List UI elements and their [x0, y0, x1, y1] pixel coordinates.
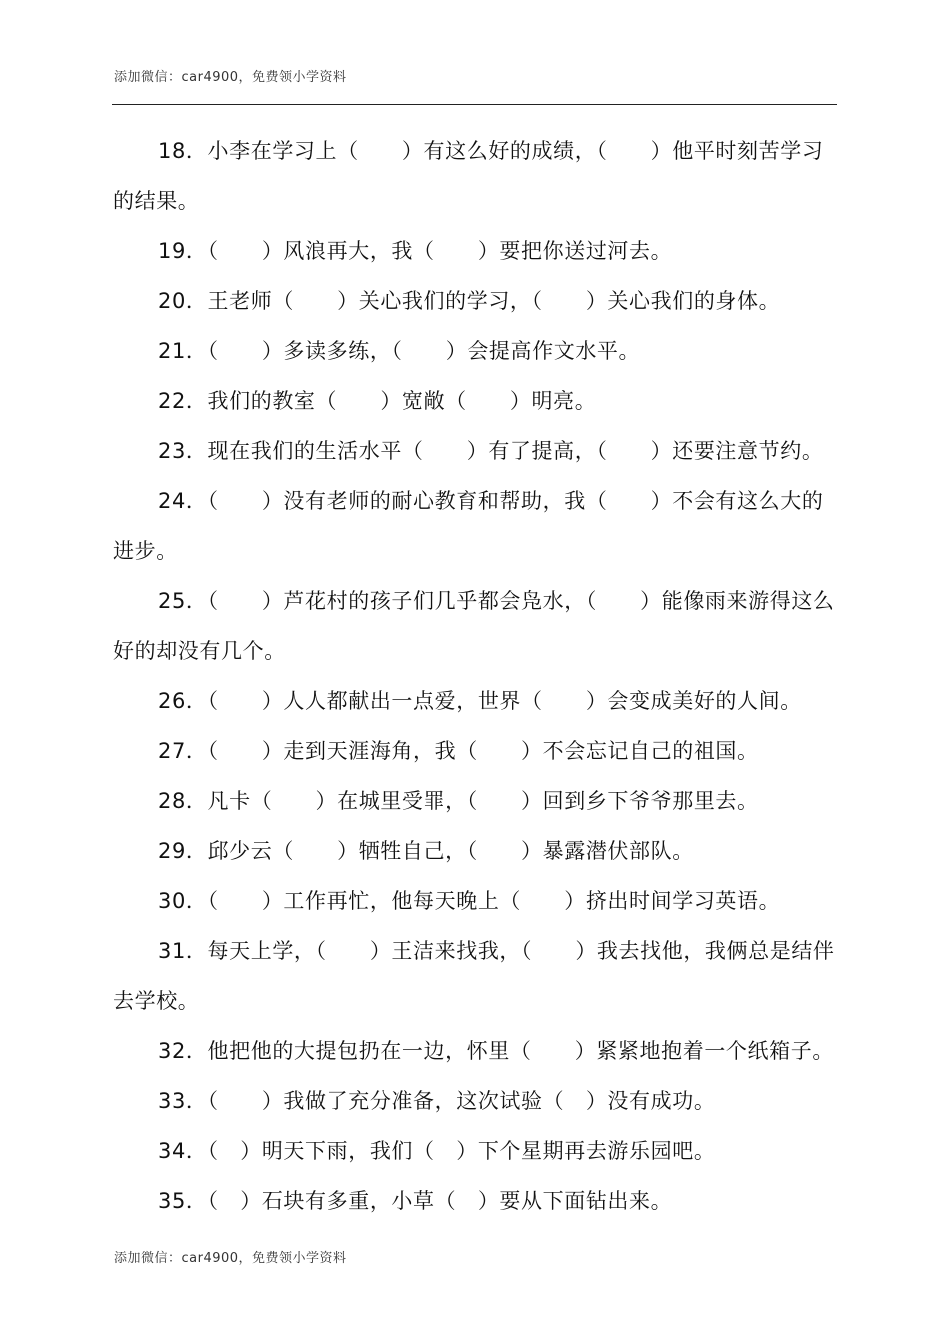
question-29: 29．邱少云（ ）牺牲自己，（ ）暴露潜伏部队。 — [158, 839, 694, 863]
question-26: 26．（ ）人人都献出一点爱，世界（ ）会变成美好的人间。 — [158, 689, 802, 713]
question-20: 20．王老师（ ）关心我们的学习，（ ）关心我们的身体。 — [158, 289, 781, 313]
question-18: 18．小李在学习上（ ）有这么好的成绩，（ ）他平时刻苦学习的结果。 — [113, 139, 824, 213]
question-28: 28．凡卡（ ）在城里受罪，（ ）回到乡下爷爷那里去。 — [158, 789, 759, 813]
question-31: 31．每天上学，（ ）王洁来找我，（ ）我去找他，我俩总是结伴去学校。 — [113, 939, 835, 1013]
question-32: 32．他把他的大提包扔在一边，怀里（ ）紧紧地抱着一个纸箱子。 — [158, 1039, 834, 1063]
question-22: 22．我们的教室（ ）宽敞（ ）明亮。 — [158, 389, 597, 413]
question-33: 33．（ ）我做了充分准备，这次试验（ ）没有成功。 — [158, 1089, 716, 1113]
question-34: 34．（ ）明天下雨，我们（ ）下个星期再去游乐园吧。 — [158, 1139, 716, 1163]
question-21: 21．（ ）多读多练，（ ）会提高作文水平。 — [158, 339, 641, 363]
question-24: 24．（ ）没有老师的耐心教育和帮助，我（ ）不会有这么大的进步。 — [113, 489, 824, 563]
question-19: 19．（ ）风浪再大，我（ ）要把你送过河去。 — [158, 239, 673, 263]
question-23: 23．现在我们的生活水平（ ）有了提高，（ ）还要注意节约。 — [158, 439, 824, 463]
question-27: 27．（ ）走到天涯海角，我（ ）不会忘记自己的祖国。 — [158, 739, 759, 763]
question-30: 30．（ ）工作再忙，他每天晚上（ ）挤出时间学习英语。 — [158, 889, 781, 913]
header-divider — [112, 104, 837, 105]
page-footer: 添加微信：car4900，免费领小学资料 — [114, 1251, 347, 1266]
page-header: 添加微信：car4900，免费领小学资料 — [114, 70, 347, 85]
question-35: 35．（ ）石块有多重，小草（ ）要从下面钻出来。 — [158, 1189, 673, 1213]
question-25: 25．（ ）芦花村的孩子们几乎都会凫水，（ ）能像雨来游得这么好的却没有几个。 — [113, 589, 835, 663]
question-list — [113, 126, 841, 1226]
